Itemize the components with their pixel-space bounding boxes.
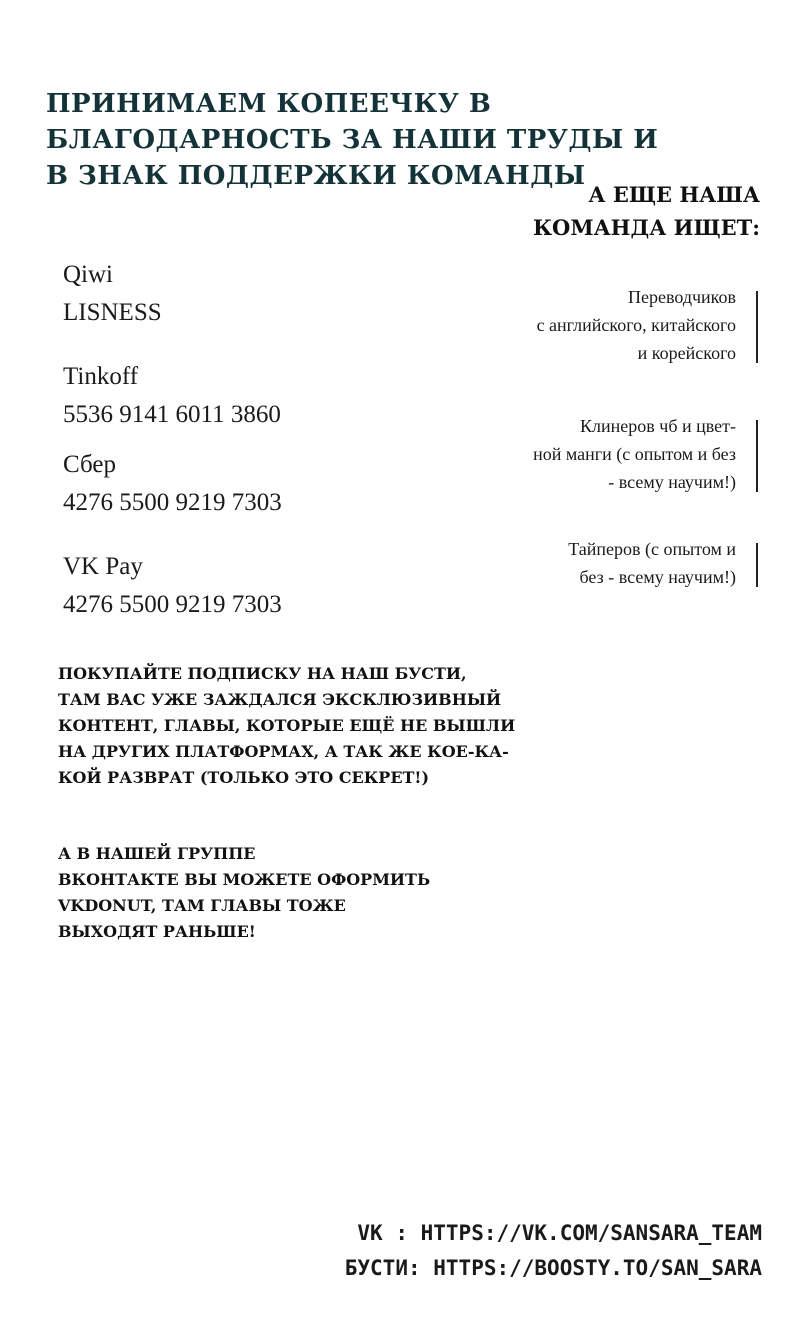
vk-link[interactable]: HTTPS://VK.COM/SANSARA_TEAM <box>420 1221 762 1245</box>
recruit-line: - всему научим!) <box>608 472 736 492</box>
recruit-typers <box>436 535 736 591</box>
recruit-line: и корейского <box>637 343 736 363</box>
recruit-line: Клинеров чб и цвет- <box>580 416 736 436</box>
support-heading-line: БЛАГОДАРНОСТЬ ЗА НАШИ ТРУДЫ И <box>46 125 659 155</box>
payment-value: LISNESS <box>63 299 162 326</box>
support-heading <box>46 86 659 194</box>
payment-name: Tinkoff <box>63 363 139 390</box>
payment-sber <box>63 446 363 522</box>
recruit-heading-line: А ЕЩЕ НАША <box>588 182 760 207</box>
payment-name: Сбер <box>63 451 116 478</box>
boosty-link-row <box>262 1251 762 1286</box>
vk-link-row <box>262 1216 762 1251</box>
recruit-line: без - всему научим!) <box>579 567 736 587</box>
payment-value: 4276 5500 9219 7303 <box>63 591 282 618</box>
boosty-link-label: БУСТИ: <box>344 1256 434 1280</box>
payment-name: Qiwi <box>63 261 113 288</box>
paragraph-line: А В НАШЕЙ ГРУППЕ <box>58 844 256 863</box>
recruit-divider <box>756 291 758 363</box>
paragraph-line: VKDONUT, ТАМ ГЛАВЫ ТОЖЕ <box>58 896 346 915</box>
payment-name: VK Pay <box>63 553 143 580</box>
recruit-translators <box>436 283 736 367</box>
paragraph-line: КОНТЕНТ, ГЛАВЫ, КОТОРЫЕ ЕЩЁ НЕ ВЫШЛИ <box>58 716 516 735</box>
payment-tinkoff <box>63 358 363 434</box>
recruit-cleaners <box>436 412 736 496</box>
paragraph-line: НА ДРУГИХ ПЛАТФОРМАХ, А ТАК ЖЕ КОЕ-КА- <box>58 742 509 761</box>
boosty-link[interactable]: HTTPS://BOOSTY.TO/SAN_SARA <box>433 1256 762 1280</box>
payment-qiwi <box>63 256 363 332</box>
recruit-heading-line: КОМАНДА ИЩЕТ: <box>532 215 760 240</box>
footer-links <box>262 1216 762 1286</box>
recruit-line: Переводчиков <box>627 287 736 307</box>
vk-paragraph <box>58 841 498 945</box>
vk-link-label: VK : <box>357 1221 421 1245</box>
recruit-heading <box>500 178 760 244</box>
paragraph-line: КОЙ РАЗВРАТ (ТОЛЬКО ЭТО СЕКРЕТ!) <box>58 768 430 787</box>
recruit-line: с английского, китайского <box>536 315 736 335</box>
payment-value: 4276 5500 9219 7303 <box>63 489 282 516</box>
payment-value: 5536 9141 6011 3860 <box>63 401 281 428</box>
recruit-line: ной манги (с опытом и без <box>533 444 736 464</box>
boosty-paragraph <box>58 661 516 791</box>
paragraph-line: ПОКУПАЙТЕ ПОДПИСКУ НА НАШ БУСТИ, <box>58 664 467 683</box>
support-heading-line: В ЗНАК ПОДДЕРЖКИ КОМАНДЫ <box>46 161 586 191</box>
paragraph-line: ВКОНТАКТЕ ВЫ МОЖЕТЕ ОФОРМИТЬ <box>58 870 431 889</box>
recruit-line: Тайперов (с опытом и <box>568 539 736 559</box>
paragraph-line: ВЫХОДЯТ РАНЬШЕ! <box>58 922 256 941</box>
payment-vkpay <box>63 548 363 624</box>
support-heading-line: ПРИНИМАЕМ КОПЕЕЧКУ В <box>46 89 492 119</box>
recruit-divider <box>756 420 758 492</box>
recruit-divider <box>756 543 758 587</box>
paragraph-line: ТАМ ВАС УЖЕ ЗАЖДАЛСЯ ЭКСКЛЮЗИВНЫЙ <box>58 690 502 709</box>
